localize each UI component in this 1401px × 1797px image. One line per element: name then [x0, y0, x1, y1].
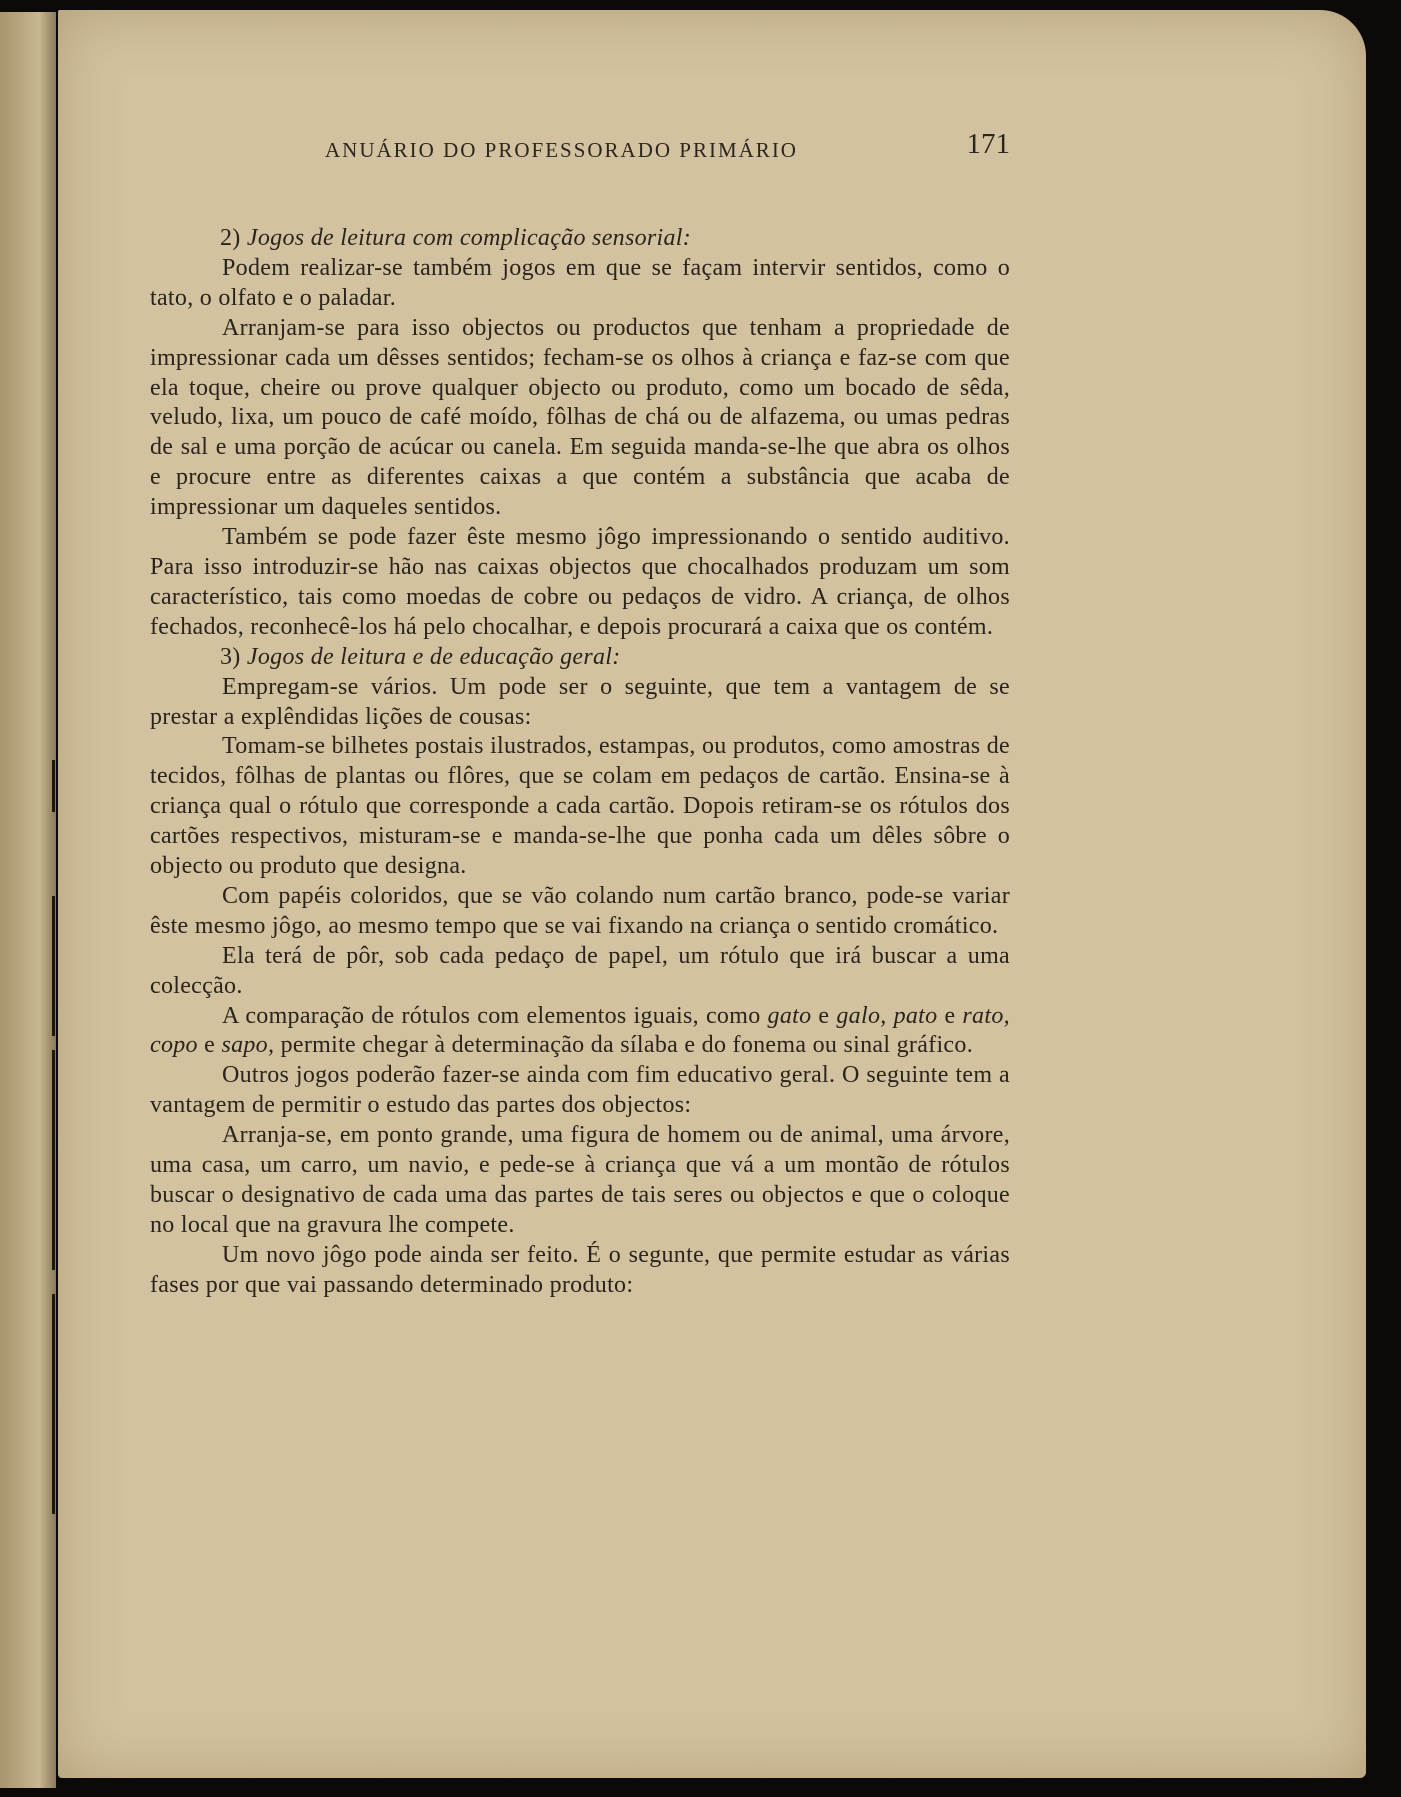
paragraph: Arranjam-se para isso objectos ou productos que tenham a propriedade de impressionar cada um dêsses sentidos; fecham-se os olhos à criança e faz-se com que ela toque, cheire ou prove qualquer objecto ou produto, como um bocado de sêda, veludo, lixa, um pouco de café moído, fôlhas de chá ou de alfazema, ou umas pedras de sal e uma porção de acúcar ou canela. Em seguida manda-se-lhe que abra os olhos e procure entre as diferentes caixas a que contém a substância que acaba de impressionar um daqueles sentidos.: [150, 314, 1010, 521]
body-text: [150, 224, 1010, 1301]
text: permite chegar à determinação da sílaba e do fonema ou sinal gráfico.: [280, 1032, 973, 1059]
section-number: 2): [220, 225, 241, 251]
paragraph-comparison: [150, 1002, 1010, 1062]
section-title: Jogos de leitura com complicação sensorial:: [246, 225, 692, 251]
example-word: rato,: [962, 1002, 1010, 1029]
section-heading-2: [150, 224, 1010, 254]
example-word: gato: [767, 1002, 812, 1029]
paragraph: Arranja-se, em ponto grande, uma figura de homem ou de animal, uma árvore, uma casa, um carro, um navio, e pede-se à criança que vá a um montão de rótulos buscar o designativo de cada uma das partes de tais seres ou objectos e que o coloque no local que na gravura lhe compete.: [150, 1122, 1010, 1238]
margin-mark: [52, 896, 55, 1036]
text: e: [818, 1002, 830, 1029]
section-number: 3): [220, 643, 241, 670]
paragraph: Empregam-se vários. Um pode ser o seguinte, que tem a vantagem de se prestar a explêndidas lições de cousas:: [150, 673, 1010, 730]
paragraph: Tomam-se bilhetes postais ilustrados, estampas, ou produtos, como amostras de tecidos, fôlhas de plantas ou flôres, que se colam em pedaços de cartão. Ensina-se à criança qual o rótulo que corresponde a cada cartão. Dopois retiram-se os rótulos dos cartões respectivos, misturam-se e manda-se-lhe que ponha cada um dêles sôbre o objecto ou produto que designa.: [150, 733, 1010, 880]
paragraph: Com papéis coloridos, que se vão colando num cartão branco, pode-se variar êste mesmo jôgo, ao mesmo tempo que se vai fixando na criança o sentido cromático.: [150, 882, 1010, 939]
text: A comparação de rótulos com elementos iguais, como: [222, 1002, 761, 1029]
margin-mark: [52, 1294, 55, 1514]
page-header: [150, 124, 1010, 164]
example-word: copo: [150, 1032, 198, 1059]
running-title: ANUÁRIO DO PROFESSORADO PRIMÁRIO: [325, 138, 798, 162]
paragraph: Outros jogos poderão fazer-se ainda com fim educativo geral. O seguinte tem a vantagem de permitir o estudo das partes dos objectos:: [150, 1062, 1010, 1119]
paragraph: Também se pode fazer êste mesmo jôgo impressionando o sentido auditivo. Para isso introduzir-se hão nas caixas objectos que chocalhados produzam um som característico, tais como moedas de cobre ou pedaços de vidro. A criança, de olhos fechados, reconhecê-los há pelo chocalhar, e depois procurará a caixa que os contém.: [150, 524, 1010, 640]
paragraph: Ela terá de pôr, sob cada pedaço de papel, um rótulo que irá buscar a uma colecção.: [150, 942, 1010, 999]
example-word: galo,: [836, 1002, 887, 1029]
margin-mark: [52, 1050, 55, 1270]
page-number: 171: [966, 128, 1010, 160]
example-word: pato: [893, 1002, 938, 1029]
section-heading-3: [150, 643, 1010, 673]
text: e: [204, 1032, 216, 1059]
left-margin-strip: [0, 12, 56, 1788]
margin-mark: [52, 760, 55, 812]
paragraph: Um novo jôgo pode ainda ser feito. É o segunte, que permite estudar as várias fases por que vai passando determinado produto:: [150, 1241, 1010, 1298]
paragraph: Podem realizar-se também jogos em que se façam intervir sentidos, como o tato, o olfato e o paladar.: [150, 254, 1010, 311]
text: e: [944, 1002, 956, 1029]
section-title: Jogos de leitura e de educação geral:: [246, 643, 621, 670]
example-word: sapo,: [221, 1032, 275, 1059]
